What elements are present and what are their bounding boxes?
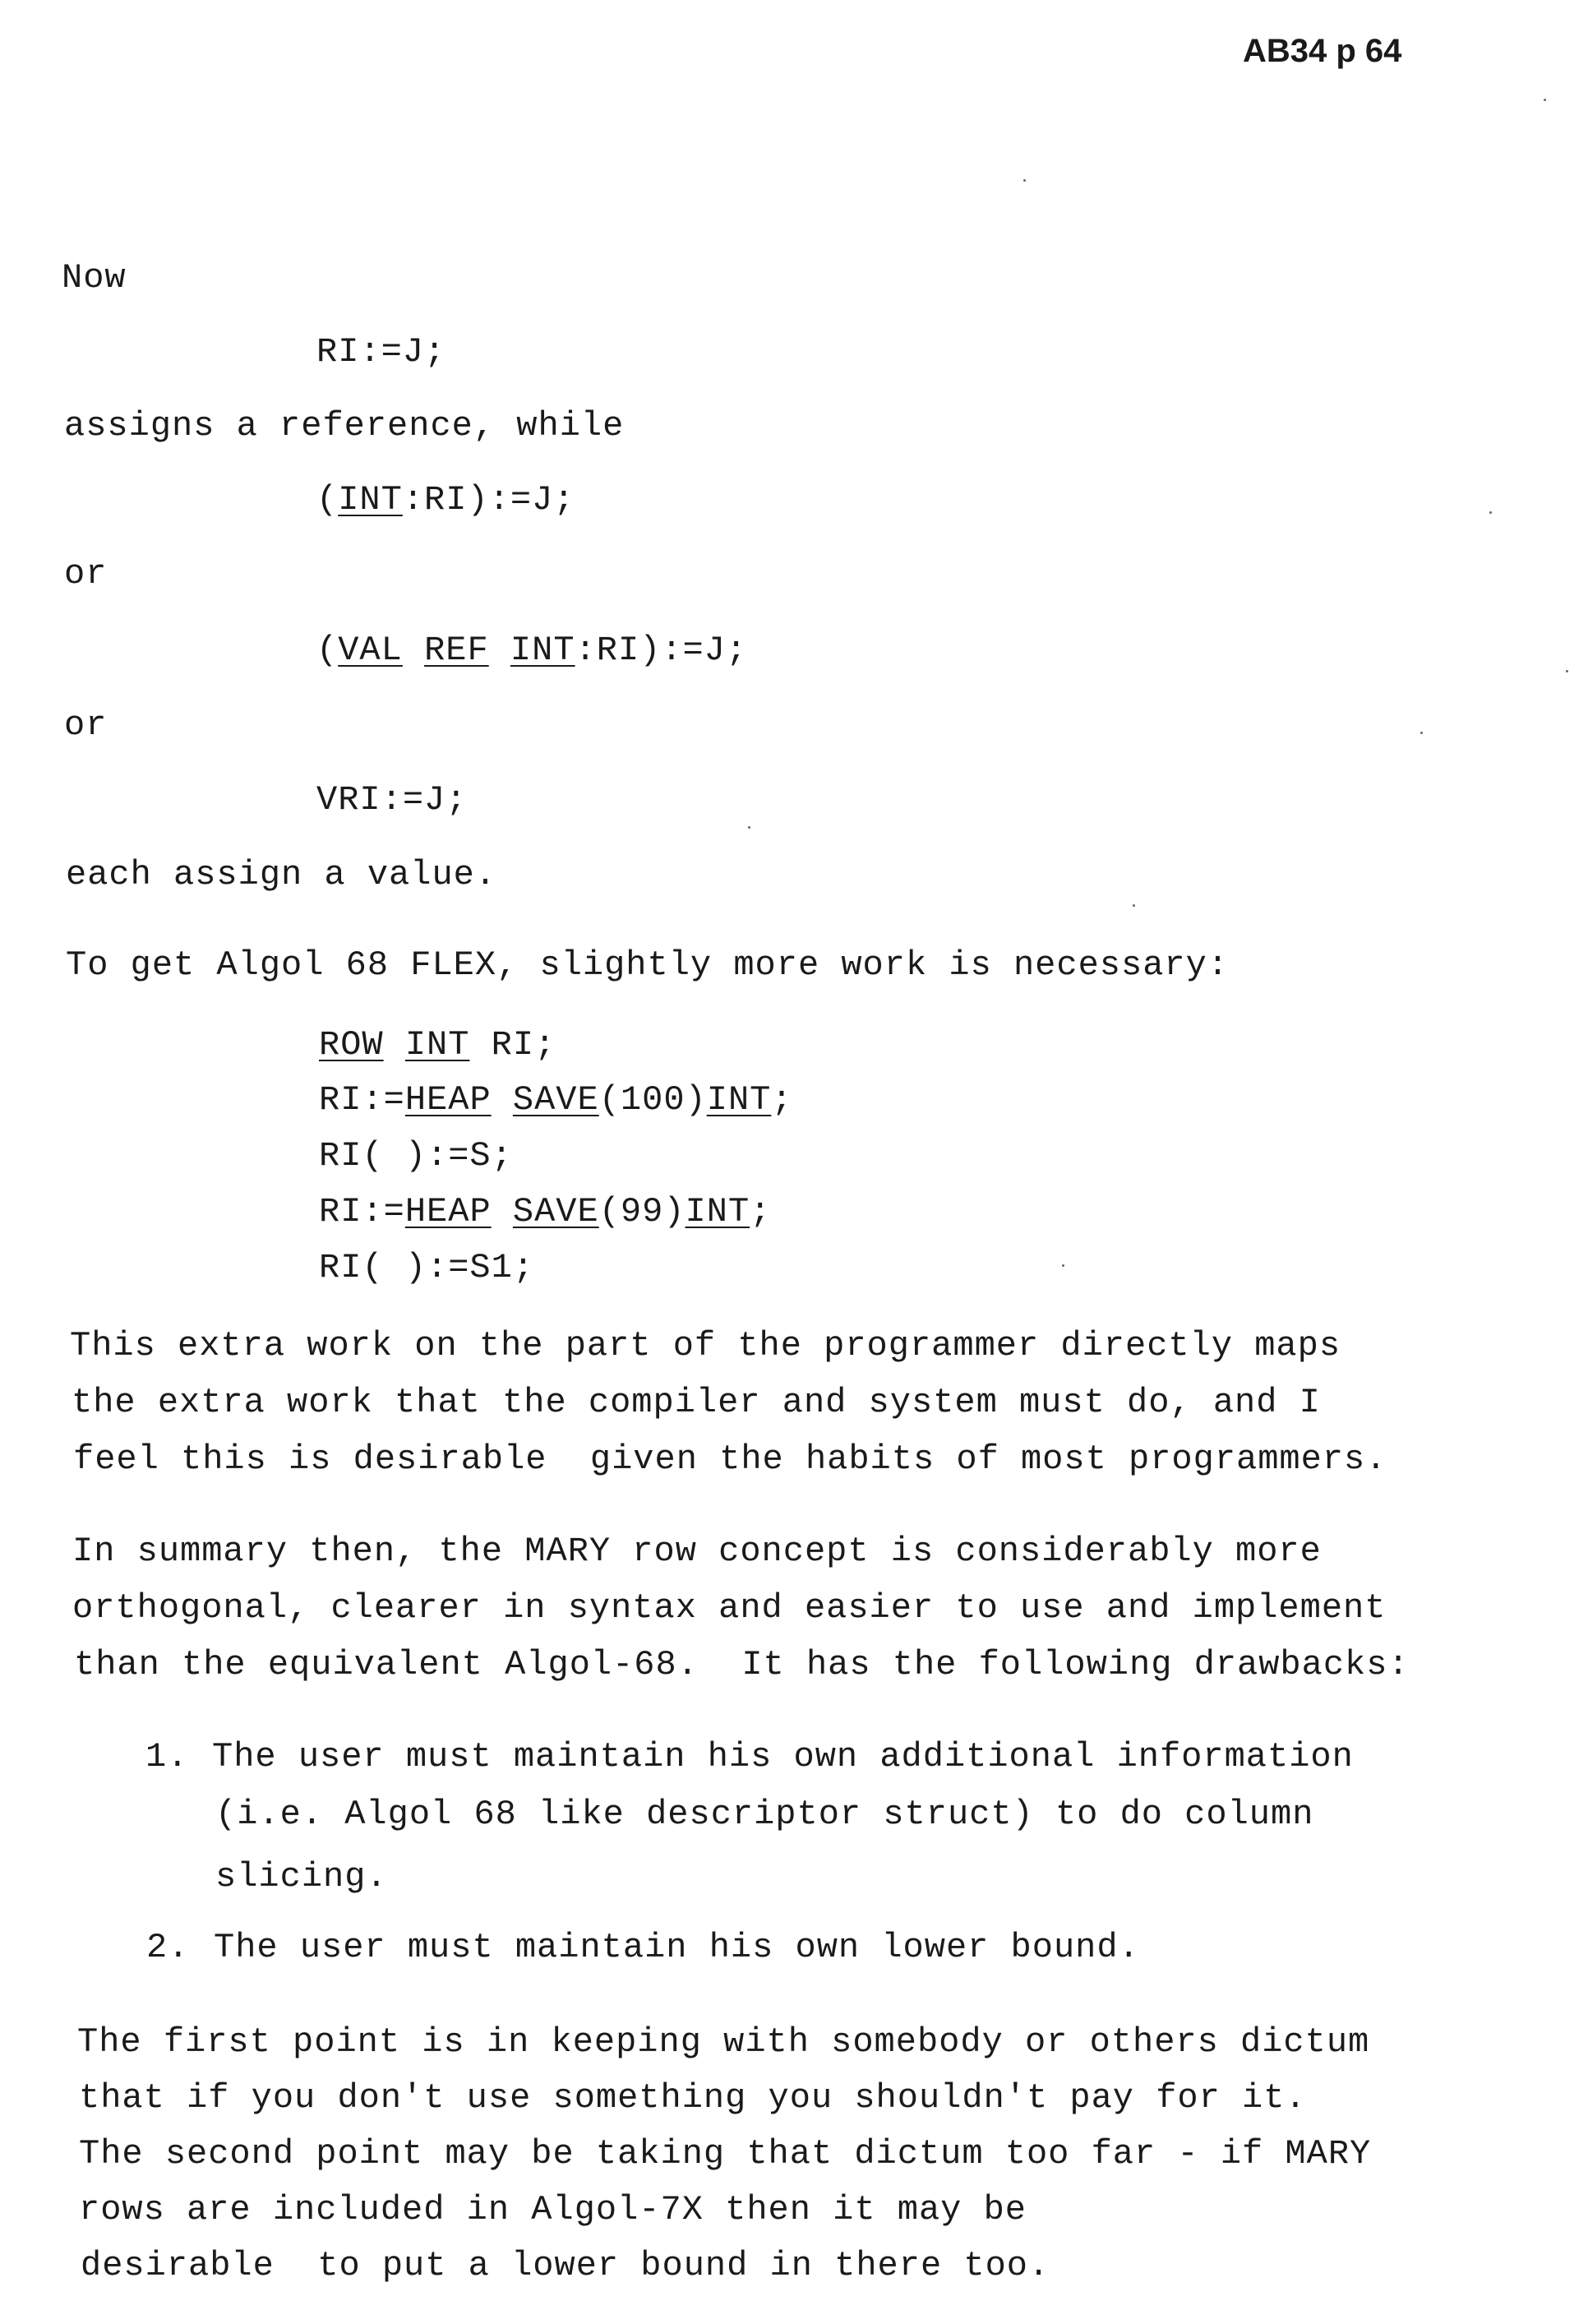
page-reference: AB34 p 64 xyxy=(1243,33,1402,69)
keyword-heap: HEAP xyxy=(404,1192,492,1231)
flex-code-line-5: RI( ):=S1; xyxy=(319,1248,535,1287)
paragraph-3-line-5: desirable to put a lower bound in there too. xyxy=(81,2246,1050,2285)
paragraph-3-line-4: rows are included in Algol-7X then it may be xyxy=(79,2190,1027,2229)
list-item-1-line-1: The user must maintain his own additional information xyxy=(212,1737,1354,1776)
code-token: ; xyxy=(771,1080,793,1120)
code-token: RI; xyxy=(469,1025,556,1065)
code-token: ; xyxy=(750,1192,772,1231)
paragraph-3-line-1: The first point is in keeping with somebody or others dictum xyxy=(77,2022,1370,2062)
scan-speck xyxy=(1489,511,1492,514)
code-token: ( xyxy=(316,480,339,520)
code-token: (100) xyxy=(598,1080,707,1120)
code-line-val-ref-int xyxy=(316,629,747,672)
code-line-vri-assign: VRI:=J; xyxy=(316,780,468,820)
code-token: ( xyxy=(316,631,339,670)
keyword-int: INT xyxy=(404,1025,470,1065)
paragraph-3-line-2: that if you don't use something you shouldn't pay for it. xyxy=(79,2078,1307,2118)
keyword-int: INT xyxy=(685,1192,750,1231)
text-assigns-reference: assigns a reference, while xyxy=(64,406,625,446)
keyword-val: VAL xyxy=(338,631,403,670)
paragraph-2-line-2: orthogonal, clearer in syntax and easier to use and implement xyxy=(72,1588,1387,1628)
scan-speck xyxy=(1133,904,1135,907)
keyword-int: INT xyxy=(510,631,575,670)
keyword-heap: HEAP xyxy=(404,1080,492,1120)
keyword-row: ROW xyxy=(319,1025,384,1065)
paragraph-1-line-1: This extra work on the part of the programmer directly maps xyxy=(70,1326,1341,1365)
keyword-save: SAVE xyxy=(512,1080,599,1120)
list-item-1-line-2: (i.e. Algol 68 like descriptor struct) to do column xyxy=(215,1795,1314,1834)
paragraph-1-line-3: feel this is desirable given the habits of most programmers. xyxy=(73,1439,1387,1479)
code-token: RI:= xyxy=(319,1192,405,1231)
list-item-2-number: 2. xyxy=(146,1928,190,1967)
code-line-int-cast xyxy=(316,478,575,521)
paragraph-2-line-1: In summary then, the MARY row concept is considerably more xyxy=(72,1532,1322,1571)
scan-speck xyxy=(1023,179,1026,182)
text-or-1: or xyxy=(64,554,108,594)
keyword-ref: REF xyxy=(424,631,489,670)
keyword-save: SAVE xyxy=(512,1192,599,1231)
keyword-int: INT xyxy=(706,1080,772,1120)
scan-speck xyxy=(1062,1264,1064,1267)
list-item-1-number: 1. xyxy=(145,1737,189,1776)
text-each-assign: each assign a value. xyxy=(66,855,497,894)
code-token: (99) xyxy=(598,1192,686,1231)
scan-speck xyxy=(748,826,750,829)
code-token: :RI):=J; xyxy=(402,480,575,520)
paragraph-2-line-3: than the equivalent Algol-68. It has the following drawbacks: xyxy=(74,1645,1410,1684)
scan-speck xyxy=(1544,99,1546,101)
text-now: Now xyxy=(62,258,127,298)
keyword-int: INT xyxy=(338,480,403,520)
code-line-ri-assign: RI:=J; xyxy=(316,332,446,372)
code-token: RI:= xyxy=(319,1080,405,1120)
paragraph-3-line-3: The second point may be taking that dictum too far - if MARY xyxy=(79,2134,1372,2174)
code-token: :RI):=J; xyxy=(575,631,748,670)
scan-speck xyxy=(1420,732,1423,734)
scan-speck xyxy=(1566,670,1568,672)
list-item-2-line-1: The user must maintain his own lower bound. xyxy=(214,1928,1140,1967)
flex-code-line-2 xyxy=(319,1079,793,1121)
flex-code-line-1 xyxy=(319,1023,556,1066)
text-or-2: or xyxy=(64,705,108,745)
list-item-1-line-3: slicing. xyxy=(215,1857,388,1897)
flex-code-line-4 xyxy=(319,1190,771,1233)
paragraph-1-line-2: the extra work that the compiler and system must do, and I xyxy=(72,1383,1321,1422)
text-flex-intro: To get Algol 68 FLEX, slightly more work is necessary: xyxy=(66,945,1230,985)
flex-code-line-3: RI( ):=S; xyxy=(319,1136,513,1176)
